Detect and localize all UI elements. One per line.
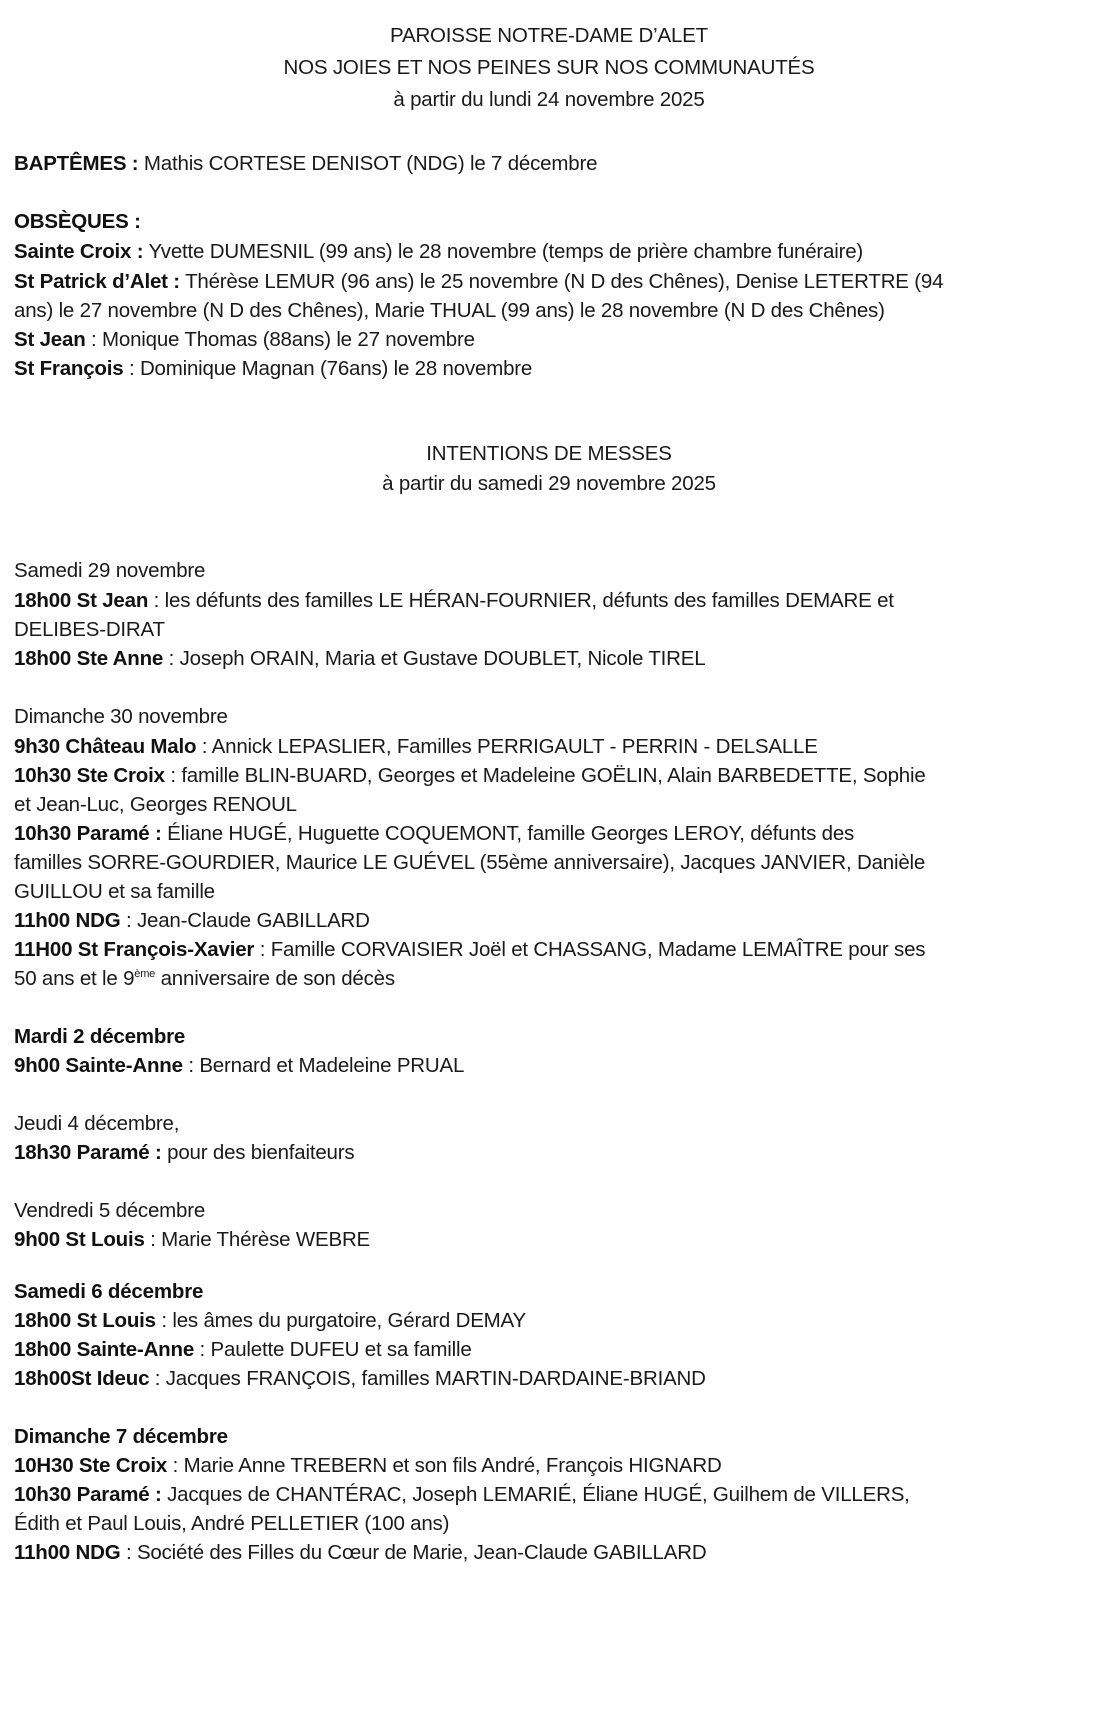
obseques-entry: [14, 324, 475, 356]
day-heading: Samedi 29 novembre: [14, 559, 206, 582]
obseques-entry: [14, 236, 863, 268]
mass-label: 9h00 St Louis: [14, 1228, 145, 1251]
obseques-entry: [14, 266, 943, 298]
day-heading: Jeudi 4 décembre,: [14, 1112, 180, 1135]
day-heading: Samedi 6 décembre: [14, 1280, 204, 1303]
mass-entry: [14, 1537, 706, 1569]
day-heading: Vendredi 5 décembre: [14, 1199, 206, 1222]
obseques-entry-continued: ans) le 27 novembre (N D des Chênes), Marie THUAL (99 ans) le 28 novembre (N D des Chênes): [14, 299, 885, 322]
mass-entry: [14, 1050, 464, 1082]
obseques-text: : Monique Thomas (88ans) le 27 novembre: [85, 328, 475, 351]
mass-label: 10h30 Paramé :: [14, 1483, 162, 1506]
mass-entry-continued: familles SORRE-GOURDIER, Maurice LE GUÉVEL (55ème anniversaire), Jacques JANVIER, Danièle: [14, 851, 926, 874]
mass-text: anniversaire de son décès: [155, 967, 395, 990]
mass-label: 10h30 Ste Croix: [14, 764, 165, 787]
mass-text: : Paulette DUFEU et sa famille: [194, 1338, 472, 1361]
mass-entry: [14, 760, 926, 792]
mass-entry: [14, 1137, 354, 1169]
mass-entry-continued: DELIBES-DIRAT: [14, 618, 165, 641]
mass-entry: [14, 1479, 910, 1511]
baptemes-line: [14, 148, 597, 180]
parish-title: PAROISSE NOTRE-DAME D’ALET: [390, 24, 708, 47]
obseques-heading: [14, 206, 141, 238]
mass-label: 11H00 St François-Xavier: [14, 938, 255, 961]
section-title-joies-peines: NOS JOIES ET NOS PEINES SUR NOS COMMUNAUTÉS: [283, 56, 815, 79]
intentions-title: INTENTIONS DE MESSES: [426, 442, 672, 465]
mass-text: : famille BLIN-BUARD, Georges et Madeleine GOËLIN, Alain BARBEDETTE, Sophie: [164, 764, 926, 787]
obseques-text: Yvette DUMESNIL (99 ans) le 28 novembre (temps de prière chambre funéraire): [143, 240, 864, 263]
mass-text: : Marie Anne TREBERN et son fils André, François HIGNARD: [167, 1454, 722, 1477]
day-heading: Mardi 2 décembre: [14, 1025, 186, 1048]
section-date: à partir du lundi 24 novembre 2025: [393, 88, 705, 111]
baptemes-text: Mathis CORTESE DENISOT (NDG) le 7 décembre: [138, 152, 598, 175]
mass-text: : Marie Thérèse WEBRE: [144, 1228, 371, 1251]
mass-label: 11h00 NDG: [14, 909, 121, 932]
mass-text: : les défunts des familles LE HÉRAN-FOURNIER, défunts des familles DEMARE et: [148, 589, 894, 612]
baptemes-label: BAPTÊMES :: [14, 152, 139, 175]
mass-label: 18h00 Sainte-Anne: [14, 1338, 195, 1361]
mass-text: : Société des Filles du Cœur de Marie, Jean-Claude GABILLARD: [120, 1541, 707, 1564]
mass-label: 9h30 Château Malo: [14, 735, 197, 758]
mass-text: Jacques de CHANTÉRAC, Joseph LEMARIÉ, Éliane HUGÉ, Guilhem de VILLERS,: [161, 1483, 910, 1506]
mass-text: pour des bienfaiteurs: [161, 1141, 355, 1164]
mass-entry: [14, 1450, 722, 1482]
mass-entry: [14, 643, 705, 675]
obseques-entry: [14, 353, 532, 385]
mass-entry-continued: [14, 963, 395, 995]
obseques-label: OBSÈQUES :: [14, 210, 141, 233]
mass-text: : Annick LEPASLIER, Familles PERRIGAULT - PERRIN - DELSALLE: [196, 735, 818, 758]
mass-entry: [14, 1334, 472, 1366]
obseques-place: St Jean: [14, 328, 86, 351]
mass-text: : Jean-Claude GABILLARD: [120, 909, 370, 932]
obseques-text: : Dominique Magnan (76ans) le 28 novembre: [123, 357, 533, 380]
mass-text: : Famille CORVAISIER Joël et CHASSANG, Madame LEMAÎTRE pour ses: [254, 938, 926, 961]
mass-label: 18h00 St Louis: [14, 1309, 156, 1332]
obseques-text: Thérèse LEMUR (96 ans) le 25 novembre (N D des Chênes), Denise LETERTRE (94: [179, 270, 944, 293]
mass-text: : les âmes du purgatoire, Gérard DEMAY: [155, 1309, 526, 1332]
mass-label: 18h00 St Jean: [14, 589, 149, 612]
mass-label: 9h00 Sainte-Anne: [14, 1054, 183, 1077]
ordinal-superscript: ème: [134, 968, 156, 981]
mass-entry: [14, 1363, 706, 1395]
mass-entry-continued: GUILLOU et sa famille: [14, 880, 215, 903]
obseques-place: St François: [14, 357, 124, 380]
obseques-place: Sainte Croix :: [14, 240, 144, 263]
obseques-place: St Patrick d’Alet :: [14, 270, 180, 293]
mass-label: 11h00 NDG: [14, 1541, 121, 1564]
mass-label: 10h30 Paramé :: [14, 822, 162, 845]
mass-entry-continued: et Jean-Luc, Georges RENOUL: [14, 793, 297, 816]
mass-label: 18h30 Paramé :: [14, 1141, 162, 1164]
intentions-subtitle: à partir du samedi 29 novembre 2025: [382, 472, 716, 495]
mass-entry: [14, 585, 894, 617]
mass-label: 18h00St Ideuc: [14, 1367, 150, 1390]
mass-entry: [14, 1305, 526, 1337]
mass-text: : Bernard et Madeleine PRUAL: [182, 1054, 465, 1077]
mass-text: : Jacques FRANÇOIS, familles MARTIN-DARDAINE-BRIAND: [149, 1367, 706, 1390]
mass-entry: [14, 934, 925, 966]
mass-label: 10H30 Ste Croix: [14, 1454, 168, 1477]
mass-label: 18h00 Ste Anne: [14, 647, 164, 670]
mass-text: 50 ans et le 9: [14, 967, 135, 990]
mass-entry: [14, 1224, 370, 1256]
mass-text: : Joseph ORAIN, Maria et Gustave DOUBLET, Nicole TIREL: [163, 647, 706, 670]
mass-entry: [14, 905, 370, 937]
mass-entry-continued: Édith et Paul Louis, André PELLETIER (100 ans): [14, 1512, 450, 1535]
day-heading: Dimanche 30 novembre: [14, 705, 228, 728]
mass-entry: [14, 731, 818, 763]
mass-text: Éliane HUGÉ, Huguette COQUEMONT, famille Georges LEROY, défunts des: [161, 822, 855, 845]
mass-entry: [14, 818, 854, 850]
day-heading: Dimanche 7 décembre: [14, 1425, 228, 1448]
